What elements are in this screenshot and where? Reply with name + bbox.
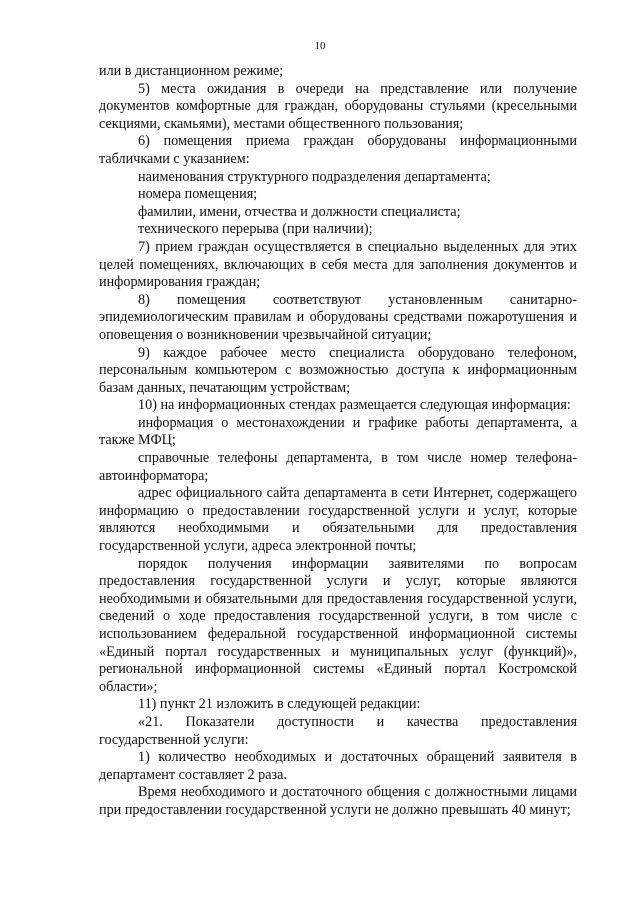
paragraph-item-6: 6) помещения приема граждан оборудованы информационными табличками с указанием: [99, 133, 577, 167]
sub-item-department-name: наименования структурного подразделения департамента; [138, 168, 491, 185]
info-location-schedule: информация о местонахождении и графике работы департамента, а также МФЦ; [99, 414, 577, 449]
paragraph-continuation: или в дистанционном режиме; [99, 63, 284, 79]
paragraph-item-7: 7) прием граждан осуществляется в специально выделенных для этих целей помещениях, включающих в себя места для заполнения документов и информирования граждан; [99, 238, 577, 291]
paragraph-communication-time: Время необходимого и достаточного общения с должностными лицами при предоставлении государственной услуги не должно превышать 40 минут; [99, 784, 577, 818]
page-number: 10 [314, 40, 326, 52]
sub-item-room-number: номера помещения; [138, 186, 258, 203]
paragraph-item-8: 8) помещения соответствуют установленным санитарно-эпидемиологическим правилам и оборудованы средствами пожаротушения и оповещения о возникновении чрезвычайной ситуации; [99, 291, 577, 343]
paragraph-item-9: 9) каждое рабочее место специалиста оборудовано телефоном, персональным компьютером с возможностью доступа к информационным базам данных, печатающим устройствам; [99, 344, 577, 396]
paragraph-item-5: 5) места ожидания в очереди на представление или получение документов комфортные для граждан, оборудованы стульями (кресельными секциями, скамьями), местами общественного пользования; [99, 80, 577, 132]
paragraph-clause-21: «21. Показатели доступности и качества предоставления государственной услуги: [99, 713, 577, 748]
document-body [99, 63, 577, 820]
paragraph-item-10: 10) на информационных стендах размещается следующая информация: [138, 397, 571, 414]
paragraph-indicator-1: 1) количество необходимых и достаточных обращений заявителя в департамент составляет 2 раза. [99, 749, 577, 783]
info-website: адрес официального сайта департамента в сети Интернет, содержащего информацию о предоставлении государственной услуги и услуг, которые являются необходимыми и обязательными для предоставления государственной услуги, адреса электронной почты; [99, 485, 577, 555]
info-procedure: порядок получения информации заявителями по вопросам предоставления государственной услуги и услуг, которые являются необходимыми и обязательными для предоставления государственной услуги, сведений о ходе предоставления государственной услуги, в том числе с использованием федеральной государственной информационной системы «Единый портал государственных и муниципальных услуг (функций)», региональной информационной системы «Единый портал Костромской области»; [99, 555, 577, 695]
sub-item-specialist-name: фамилии, имени, отчества и должности специалиста; [138, 203, 461, 220]
paragraph-item-11: 11) пункт 21 изложить в следующей редакции: [138, 696, 421, 713]
sub-item-technical-break: технического перерыва (при наличии); [138, 221, 373, 238]
info-phones: справочные телефоны департамента, в том числе номер телефона-автоинформатора; [99, 450, 577, 484]
